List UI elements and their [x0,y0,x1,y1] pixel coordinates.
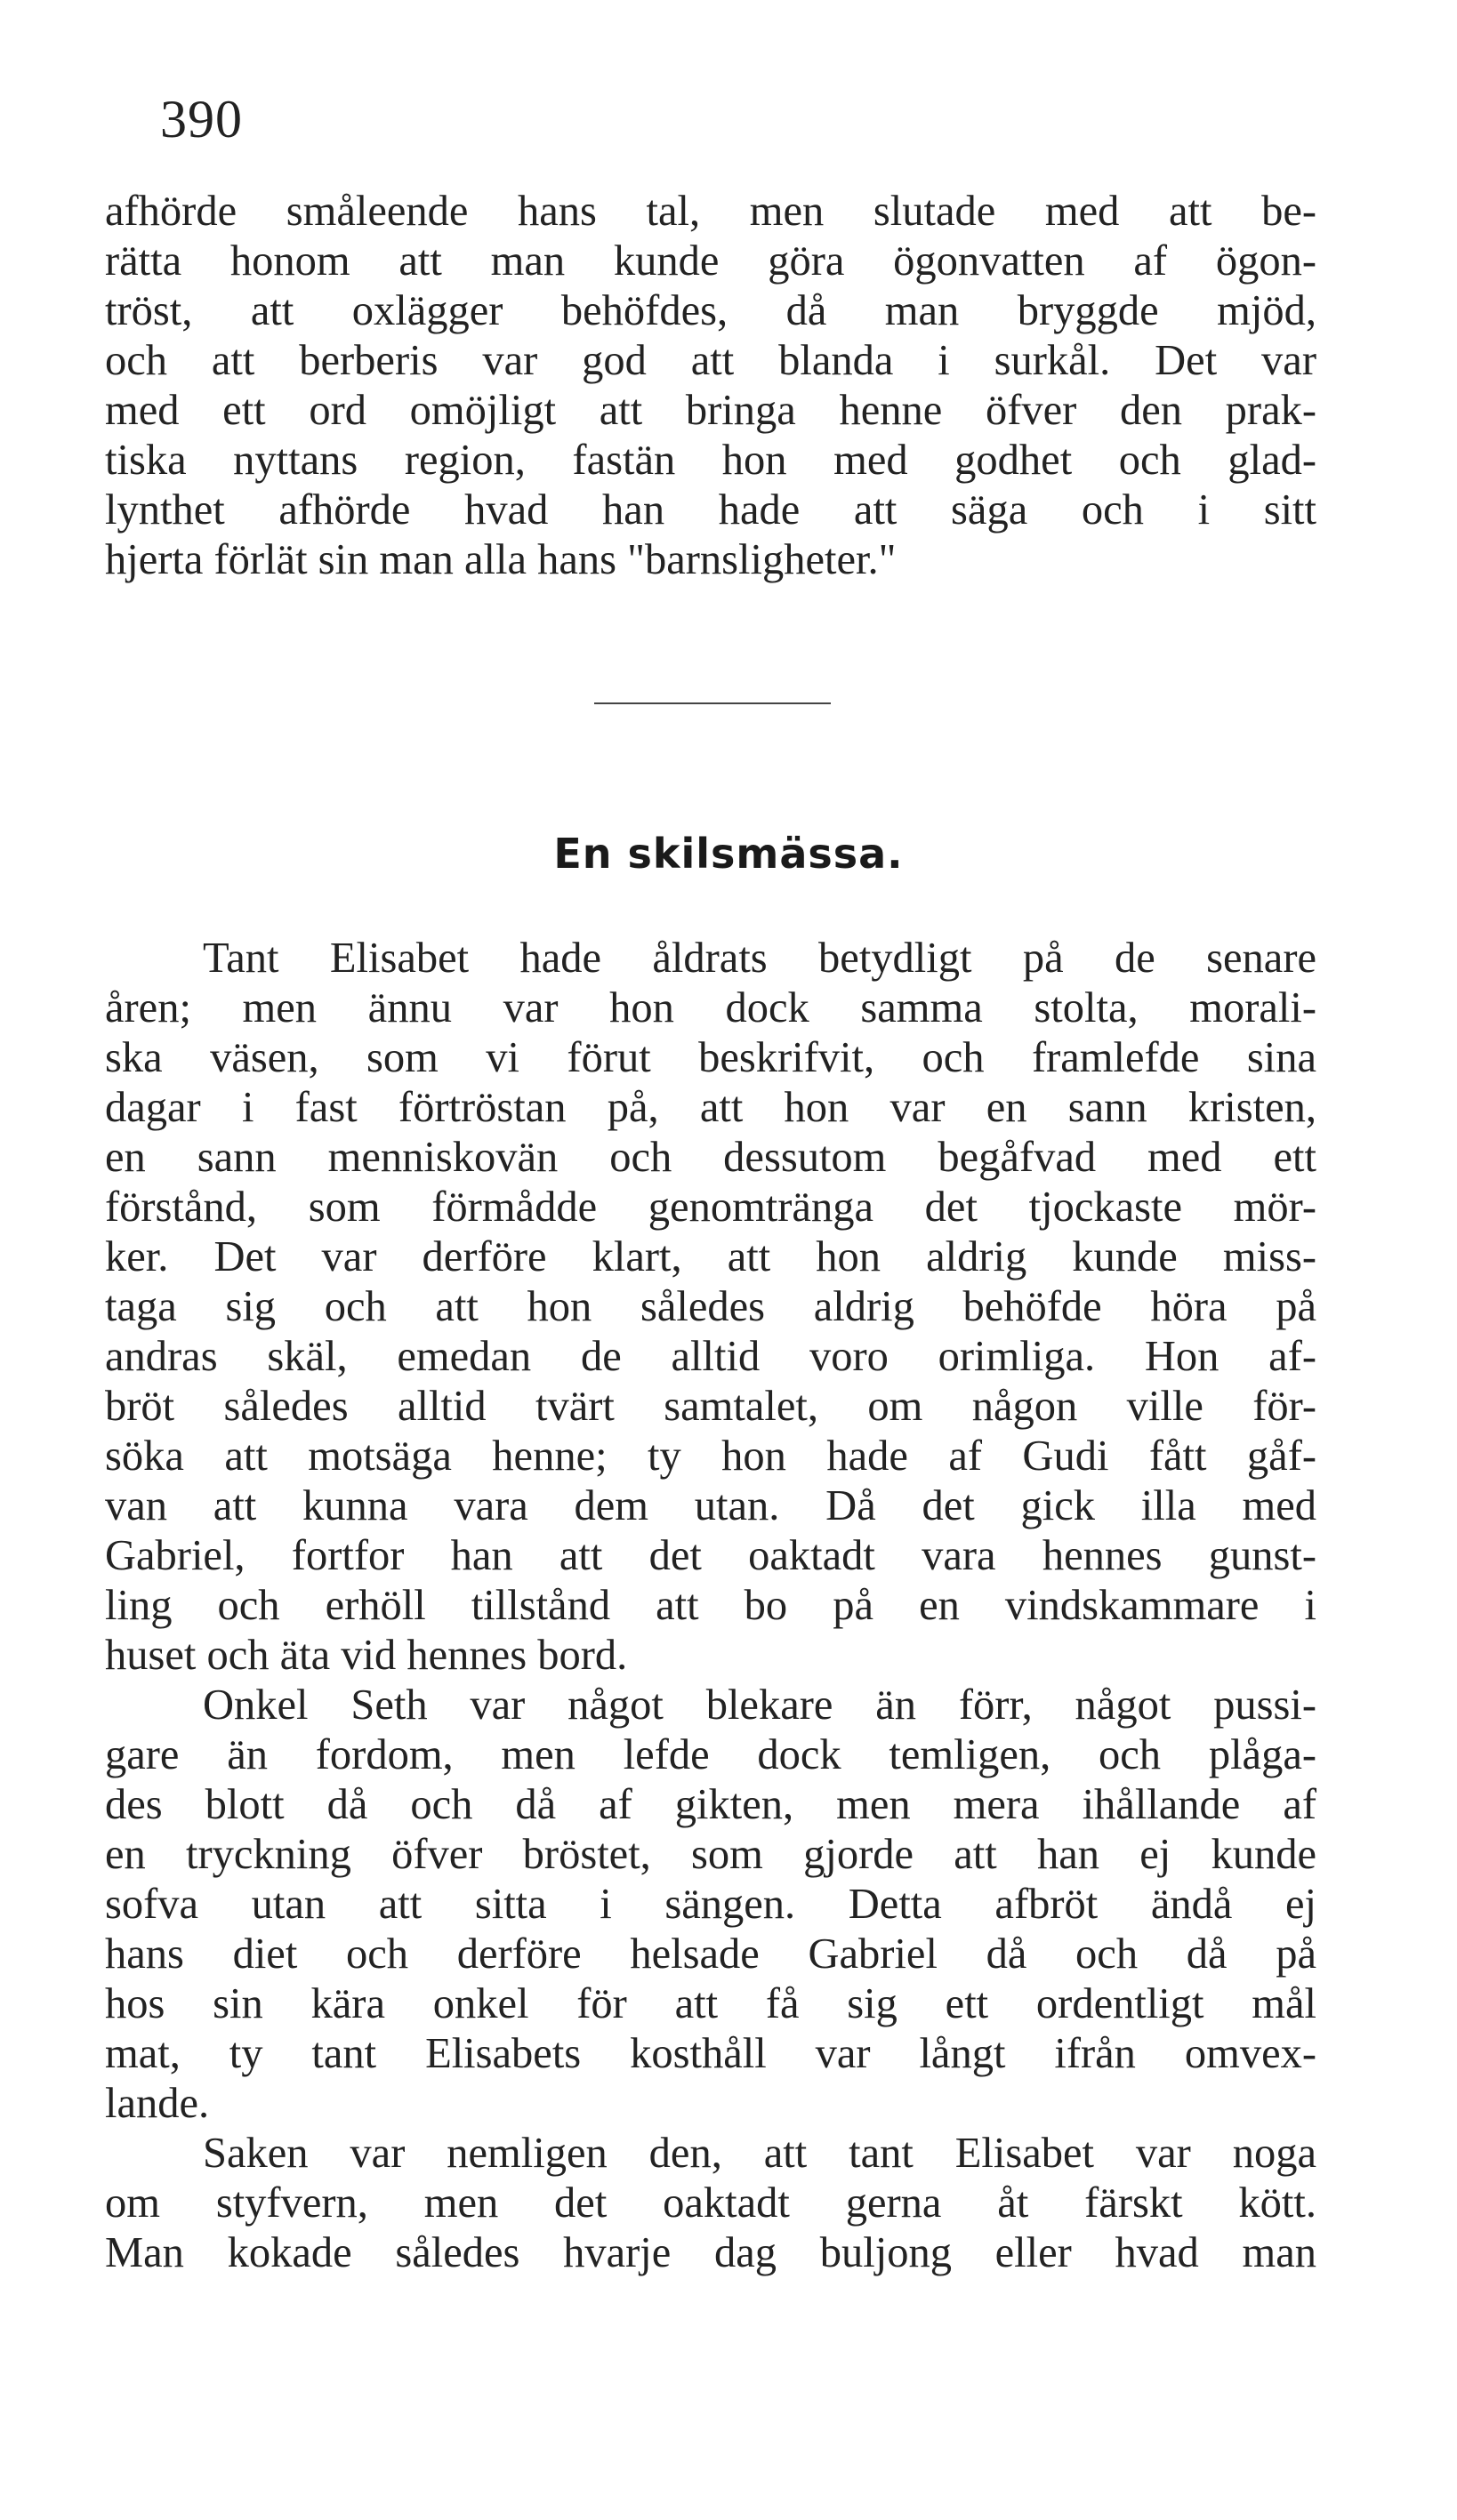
text-line: åren; men ännu var hon dock samma stolta, morali- [105,984,1316,1031]
text-line: gare än fordom, men lefde dock temligen, och plåga- [105,1731,1316,1778]
section-text [105,934,1316,2278]
text-line: afhörde småleende hans tal, men slutade med att be- [105,188,1316,235]
text-line: rätta honom att man kunde göra ögonvatten af ögon- [105,237,1316,285]
text-line: en sann menniskovän och dessutom begåfvad med ett [105,1134,1316,1181]
text-line: sofva utan att sitta i sängen. Detta afbröt ändå ej [105,1881,1316,1928]
text-line: med ett ord omöjligt att bringa henne öfver den prak- [105,387,1316,434]
text-line: hjerta förlät sin man alla hans "barnsligheter." [105,536,897,583]
text-line: taga sig och att hon således aldrig behöfde höra på [105,1283,1316,1330]
text-line: tröst, att oxlägger behöfdes, då man bryggde mjöd, [105,287,1316,334]
text-line: och att berberis var god att blanda i surkål. Det var [105,337,1316,384]
text-line: förstånd, som förmådde genomtränga det tjockaste mör- [105,1184,1316,1231]
text-line: huset och äta vid hennes bord. [105,1632,628,1679]
section-title: En skilsmässa. [553,830,904,878]
text-line: lande. [105,2080,210,2127]
text-line: Man kokade således hvarje dag buljong eller hvad man [105,2229,1316,2276]
text-line: mat, ty tant Elisabets kosthåll var långt ifrån omvex- [105,2030,1316,2077]
text-line: ska väsen, som vi förut beskrifvit, och framlefde sina [105,1034,1316,1081]
text-line: Gabriel, fortfor han att det oaktadt vara hennes gunst- [105,1532,1316,1579]
page-number: 390 [160,90,243,148]
text-line: van att kunna vara dem utan. Då det gick illa med [105,1482,1316,1529]
text-line: des blott då och då af gikten, men mera ihållande af [105,1781,1316,1828]
previous-section-text [105,187,1316,585]
text-line: andras skäl, emedan de alltid voro orimliga. Hon af- [105,1333,1316,1380]
text-line: ker. Det var derföre klart, att hon aldrig kunde miss- [105,1233,1316,1280]
text-line: söka att motsäga henne; ty hon hade af Gudi fått gåf- [105,1433,1316,1480]
text-line: tiska nyttans region, fastän hon med godhet och glad- [105,437,1316,484]
paragraph-first-line: Saken var nemligen den, att tant Elisabet var noga [203,2130,1316,2177]
text-line: hans diet och derföre helsade Gabriel då och då på [105,1930,1316,1978]
text-line: dagar i fast förtröstan på, att hon var en sann kristen, [105,1084,1316,1131]
paragraph-first-line: Tant Elisabet hade åldrats betydligt på de senare [203,935,1316,982]
text-line: ling och erhöll tillstånd att bo på en vindskammare i [105,1582,1316,1629]
text-line: en tryckning öfver bröstet, som gjorde att han ej kunde [105,1831,1316,1878]
text-line: lynthet afhörde hvad han hade att säga och i sitt [105,486,1316,534]
text-line: bröt således alltid tvärt samtalet, om någon ville för- [105,1383,1316,1430]
paragraph-first-line: Onkel Seth var något blekare än förr, något pussi- [203,1681,1316,1729]
text-line: om styfvern, men det oaktadt gerna åt färskt kött. [105,2179,1316,2227]
section-divider [594,702,831,704]
text-line: hos sin kära onkel för att få sig ett ordentligt mål [105,1980,1316,2027]
